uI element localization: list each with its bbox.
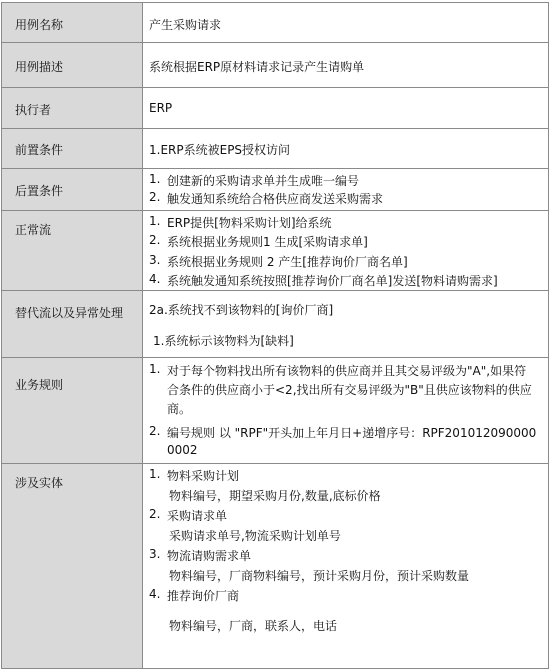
label-cell [2,3,143,42]
entity-detail: 采购请求单号,物流采购计划单号 [169,529,341,543]
item-number: 1. [149,467,161,481]
row-business-rules [1,358,549,464]
label-entities: 涉及实体 [15,476,64,490]
row-use-case-name [1,2,549,43]
label-preconditions: 前置条件 [15,143,64,157]
item-number: 2. [149,424,161,438]
entity-title: 采购请求单 [167,509,228,523]
row-use-case-description [1,43,549,88]
item-number: 2. [149,190,161,204]
label-cell [2,129,143,168]
item-number: 1. [149,362,161,376]
item-number: 4. [149,272,161,286]
item-number: 2. [149,507,161,521]
alt-flow-line-2: 1.系统标示该物料为[缺料] [153,334,294,348]
value-cell [143,358,548,463]
value-cell [143,291,548,357]
value-cell [143,129,548,168]
item-number: 1. [149,172,161,186]
item-text: 对于每个物料找出所有该物料的供应商并且其交易评级为"A",如果符 [167,364,527,378]
item-text: 商。 [167,402,192,416]
value-cell [143,169,548,210]
label-cell [2,88,143,128]
row-preconditions [1,129,549,169]
entity-title: 物流请购需求单 [167,549,252,563]
label-cell [2,169,143,210]
label-cell [2,43,143,87]
item-text: ERP提供[物料采购计划]给系统 [167,216,332,230]
item-text: 0002 [167,443,198,457]
entity-detail: 物料编号，厂商，联系人，电话 [169,619,338,633]
row-alternative-flow [1,291,549,358]
entity-detail: 物料编号，厂商物料编号，预计采购月份，预计采购数量 [169,569,470,583]
value-cell [143,211,548,290]
item-text: 系统触发通知系统按照[推荐询价厂商名单]发送[物料请购需求] [167,274,498,288]
item-number: 3. [149,253,161,267]
entity-title: 推荐询价厂商 [167,589,240,603]
alt-flow-line-1: 2a.系统找不到该物料的[询价厂商] [149,303,334,317]
item-text: 系统根据业务规则1 生成[采购请求单] [167,235,368,249]
use-case-table [1,2,549,669]
value-cell [143,464,548,668]
label-cell [2,358,143,463]
item-number: 1. [149,214,161,228]
item-text: 触发通知系统给合格供应商发送采购需求 [167,192,384,206]
value-cell [143,3,548,42]
row-postconditions [1,169,549,211]
label-cell [2,464,143,668]
label-cell [2,211,143,290]
label-use-case-name: 用例名称 [15,18,64,32]
label-business-rules: 业务规则 [15,378,64,392]
item-text: 合条件的供应商小于<2,找出所有交易评级为"B"且供应该物料的供应 [167,383,532,397]
label-alternative-flow: 替代流以及异常处理 [15,306,124,320]
value-cell [143,43,548,87]
item-text: 编号规则 以 "RPF"开头加上年月日+递增序号：RPF201012090000 [167,426,537,440]
value-use-case-description: 系统根据ERP原材料请求记录产生请购单 [149,60,365,74]
label-normal-flow: 正常流 [15,223,52,237]
entity-title: 物料采购计划 [167,469,240,483]
value-actor: ERP [149,101,173,115]
item-text: 创建新的采购请求单并生成唯一编号 [167,174,360,188]
value-preconditions: 1.ERP系统被EPS授权访问 [149,143,291,157]
label-use-case-description: 用例描述 [15,60,64,74]
value-cell [143,88,548,128]
label-actor: 执行者 [15,103,52,117]
label-postconditions: 后置条件 [15,184,64,198]
entity-detail: 物料编号，期望采购月份,数量,底标价格 [169,489,381,503]
item-text: 系统根据业务规则 2 产生[推荐询价厂商名单] [167,255,408,269]
value-use-case-name: 产生采购请求 [149,18,222,32]
item-number: 4. [149,587,161,601]
label-cell [2,291,143,357]
row-normal-flow [1,211,549,291]
item-number: 3. [149,547,161,561]
row-actor [1,88,549,129]
item-number: 2. [149,233,161,247]
row-entities [1,464,549,669]
